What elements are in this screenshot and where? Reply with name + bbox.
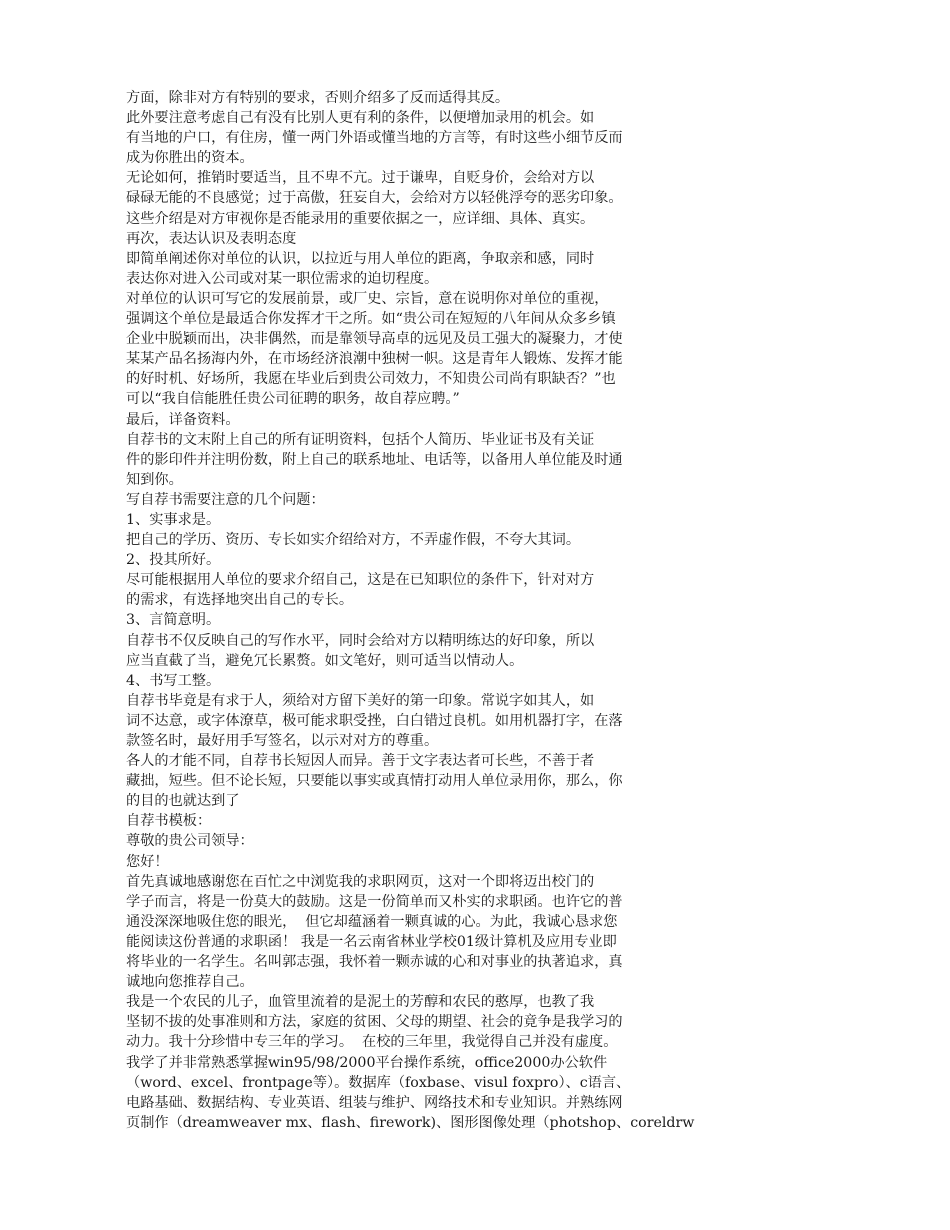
text-line: 表达你对进入公司或对某一职位需求的迫切程度。 bbox=[126, 270, 439, 287]
text-line: 您好！ bbox=[126, 853, 169, 870]
text-line: 把自己的学历、资历、专长如实介绍给对方，不弄虚作假，不夸大其词。 bbox=[126, 532, 581, 549]
text-line: 的好时机、好场所，我愿在毕业后到贵公司效力，不知贵公司尚有职缺否？”也 bbox=[126, 371, 616, 388]
text-line: 我是一个农民的儿子，血管里流着的是泥土的芳醇和农民的憨厚，也教了我 bbox=[126, 994, 595, 1011]
text-line: 某某产品名扬海内外，在市场经济浪潮中独树一帜。这是青年人锻炼、发挥才能 bbox=[126, 351, 623, 368]
text-line: 无论如何，推销时要适当，且不卑不亢。过于谦卑，自贬身价，会给对方以 bbox=[126, 170, 595, 187]
text-line: 坚韧不拔的处事准则和方法，家庭的贫困、父母的期望、社会的竟争是我学习的 bbox=[126, 1014, 623, 1031]
text-line: 各人的才能不同，自荐书长短因人而异。善于文字表达者可长些，不善于者 bbox=[126, 753, 595, 770]
text-line: 最后，详备资料。 bbox=[126, 411, 240, 428]
text-line: 首先真诚地感谢您在百忙之中浏览我的求职网页，这对一个即将迈出校门的 bbox=[126, 873, 595, 890]
text-line: 即简单阐述你对单位的认识，以拉近与用人单位的距离，争取亲和感，同时 bbox=[126, 250, 595, 267]
text-line: 碌碌无能的不良感觉；过于高傲，狂妄自大，会给对方以轻佻浮夸的恶劣印象。 bbox=[126, 190, 623, 207]
text-line: 再次，表达认识及表明态度 bbox=[126, 230, 297, 247]
text-line: 诚地向您推荐自己。 bbox=[126, 974, 254, 991]
text-line: 我学了并非常熟悉掌握win95/98/2000平台操作系统，office2000办公软件 bbox=[126, 1054, 608, 1071]
text-line: 自荐书毕竟是有求于人，须给对方留下美好的第一印象。常说字如其人，如 bbox=[126, 692, 595, 709]
text-line: 1、实事求是。 bbox=[126, 511, 221, 528]
text-line: 对单位的认识可写它的发展前景，或厂史、宗旨，意在说明你对单位的重视， bbox=[126, 290, 609, 307]
text-line: 4、书写工整。 bbox=[126, 672, 221, 689]
text-line: 将毕业的一名学生。名叫郭志强，我怀着一颗赤诚的心和对事业的执著追求，真 bbox=[126, 954, 623, 971]
text-line: 的需求，有选择地突出自己的专长。 bbox=[126, 592, 354, 609]
document-body bbox=[126, 88, 926, 1133]
text-line: 知到你。 bbox=[126, 471, 183, 488]
text-line: 应当直截了当，避免冗长累赘。如文笔好，则可适当以情动人。 bbox=[126, 652, 524, 669]
text-line: 2、投其所好。 bbox=[126, 552, 221, 569]
text-line: 尊敬的贵公司领导： bbox=[126, 833, 254, 850]
text-line: 自荐书模板： bbox=[126, 813, 212, 830]
text-line: 写自荐书需要注意的几个问题： bbox=[126, 491, 325, 508]
text-line: 可以“我自信能胜任贵公司征聘的职务，故自荐应聘。” bbox=[126, 391, 460, 408]
text-line: 自荐书不仅反映自己的写作水平，同时会给对方以精明练达的好印象，所以 bbox=[126, 632, 595, 649]
text-line: 学子而言，将是一份莫大的鼓励。这是一份简单而又朴实的求职函。也许它的普 bbox=[126, 893, 623, 910]
text-line: 这些介绍是对方审视你是否能录用的重要依据之一，应详细、具体、真实。 bbox=[126, 210, 595, 227]
text-line: 件的影印件并注明份数，附上自己的联系地址、电话等，以备用人单位能及时通 bbox=[126, 451, 623, 468]
text-line: 页制作（dreamweaver mx、flash、firework)、图形图像处理（photshop、coreldrw bbox=[126, 1114, 695, 1131]
text-line: 自荐书的文末附上自己的所有证明资料，包括个人简历、毕业证书及有关证 bbox=[126, 431, 595, 448]
text-line: 尽可能根据用人单位的要求介绍自己，这是在已知职位的条件下，针对对方 bbox=[126, 572, 595, 589]
text-line: 强调这个单位是最适合你发挥才干之所。如“贵公司在短短的八年间从众多乡镇 bbox=[126, 311, 616, 328]
text-line: 款签名时，最好用手写签名，以示对对方的尊重。 bbox=[126, 733, 439, 749]
text-line: 3、言简意明。 bbox=[126, 612, 221, 629]
text-line: 的目的也就达到了 bbox=[126, 793, 240, 810]
text-line: 动力。我十分珍惜中专三年的学习。 在校的三年里，我觉得自己并没有虚度。 bbox=[126, 1034, 618, 1051]
text-line: 企业中脱颖而出，决非偶然，而是靠领导高卓的远见及员工强大的凝聚力，才使 bbox=[126, 331, 623, 348]
text-line: 方面，除非对方有特别的要求，否则介绍多了反而适得其反。 bbox=[126, 90, 510, 106]
text-line: 电路基础、数据结构、专业英语、组装与维护、网络技术和专业知识。并熟练网 bbox=[126, 1094, 623, 1111]
text-line: 能阅读这份普通的求职函！ 我是一名云南省林业学校01级计算机及应用专业即 bbox=[126, 933, 617, 950]
text-line: 成为你胜出的资本。 bbox=[126, 150, 254, 167]
text-line: 通没深深地吸住您的眼光， 但它却蕴涵着一颗真诚的心。为此，我诚心恳求您 bbox=[126, 913, 618, 930]
text-line: 藏拙，短些。但不论长短，只要能以事实或真情打动用人单位录用你，那么，你 bbox=[126, 773, 623, 790]
text-line: 有当地的户口，有住房，懂一两门外语或懂当地的方言等，有时这些小细节反而 bbox=[126, 130, 623, 147]
text-line: 词不达意，或字体潦草，极可能求职受挫，白白错过良机。如用机器打字，在落 bbox=[126, 712, 623, 729]
text-line: （word、excel、frontpage等）。数据库（foxbase、visul foxpro）、c语言、 bbox=[126, 1074, 631, 1091]
text-line: 此外要注意考虑自己有没有比别人更有利的条件，以便增加录用的机会。如 bbox=[126, 110, 595, 127]
